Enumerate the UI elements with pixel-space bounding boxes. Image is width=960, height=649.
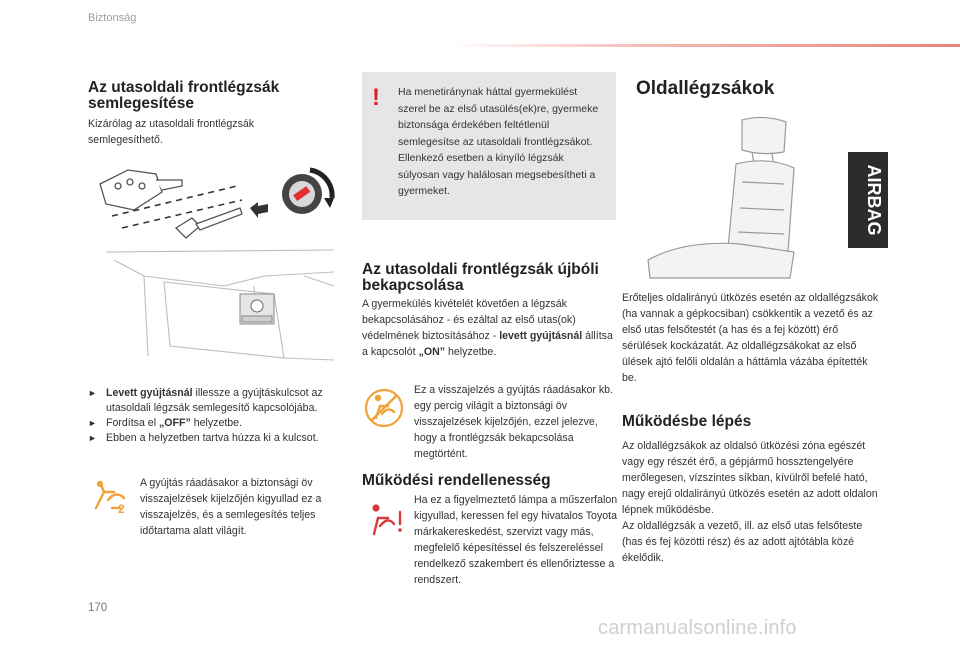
malfunction-title: Működési rendellenesség — [362, 472, 551, 489]
svg-text:2: 2 — [118, 502, 125, 516]
header-divider — [448, 44, 960, 47]
instruction-item-1 — [88, 386, 350, 416]
bullet-icon: ► — [88, 418, 97, 428]
bullet-2-bold: „OFF” — [159, 417, 191, 429]
seat-illustration — [644, 112, 884, 280]
malfunction-text: Ha ez a figyelmeztető lámpa a műszerfalon kigyullad, keressen fel egy hivatalos Toyota márkakereskedést, szervizt vagy más, megfelelő képesítéssel és felszereléssel rendelkező szakembert és ellenőriztesse a rendszert. — [414, 494, 618, 586]
glovebox-illustration — [104, 246, 340, 364]
bullet-1-text: illessze a gyújtáskulcsot az utasoldali légzsák semlegesítő kapcsolójába. — [106, 387, 323, 414]
airbag-label: AIRBAG — [864, 164, 884, 236]
instruction-item-3 — [88, 431, 350, 446]
bullet-2-text: helyzetbe. — [190, 417, 243, 429]
bullet-1-bold: Levett gyújtásnál — [106, 387, 193, 399]
section-label: Biztonság — [88, 12, 137, 24]
airbag-on-indicator-icon — [364, 388, 404, 428]
reactivation-title: Az utasoldali frontlégzsák újbóli bekapcsolása — [362, 261, 599, 294]
warning-box — [362, 72, 616, 220]
activation-title: Működésbe lépés — [622, 413, 752, 430]
instruction-list — [88, 386, 350, 446]
bullet-icon: ► — [88, 388, 97, 398]
side-airbags-intro: Erőteljes oldalirányú ütközés esetén az oldallégzsákok (ha vannak a gépkocsiban) csökkentik a vezető és az első utas felsőtestét (a has és a fej között) érő sérülések kockázatát. Az oldallégzsákokat az első ülések ajtó felőli oldalán a háttámla vázába építették be. — [622, 292, 879, 384]
instruction-item-2 — [88, 416, 350, 431]
warning-text: Ha menetiránynak háttal gyermekülést szerel be az első utasülés(ek)re, gyermeke biztonsága érdekében feltétlenül semlegesítse az utasoldali frontlégzsákot. Ellenkező esetben a kinyíló légzsák súlyosan vagy halálosan megsebesítheti a gyermeket. — [398, 86, 599, 197]
airbag-off-indicator-icon — [92, 478, 130, 514]
side-airbags-title: Oldallégzsákok — [636, 78, 775, 99]
bullet-2-pre: Fordítsa el — [106, 417, 159, 429]
warning-mark: ! — [372, 84, 380, 111]
deactivation-indicator-note: A gyújtás ráadásakor a biztonsági öv visszajelzések kijelzőjén kigyullad ez a visszajelzés, és a semlegesítés teljes időtartama alatt világít. — [140, 477, 322, 537]
watermark: carmanualsonline.info — [598, 617, 797, 639]
reactivation-text: A gyermekülés kivételét követően a légzsák bekapcsolásához - és ezáltal az első utas(ok) védelmének biztosításához - levett gyújtásnál állítsa a kapcsolót „ON” helyzetbe. — [362, 298, 613, 358]
deactivation-intro: Kizárólag az utasoldali frontlégzsák semlegesíthető. — [88, 118, 255, 146]
bullet-icon: ► — [88, 433, 97, 443]
reactivation-indicator-note: Ez a visszajelzés a gyújtás ráadásakor kb. egy percig világít a biztonsági öv visszajelzések kijelzőjén, ezzel jelezve, hogy a frontlégzsák bekapcsolása megtörtént. — [414, 384, 614, 460]
bullet-3-text: Ebben a helyzetben tartva húzza ki a kulcsot. — [106, 432, 319, 444]
deactivation-title: Az utasoldali frontlégzsák semlegesítése — [88, 79, 280, 112]
airbag-warning-icon — [366, 500, 406, 540]
activation-text: Az oldallégzsákok az oldalsó ütközési zóna egészét vagy egy részét érő, a gépjármű hossztengelyére merőlegesen, vízszintes síkban, kívülről befelé ható, nagy erejű oldalirányú ütközés esetén az adott oldalon lépnek működésbe. Az oldallégzsák a vezető, ill. az első utas felsőteste (has és fej közötti rész) és az adott ajtótábla közé ékelődik. — [622, 440, 878, 564]
key-switch-illustration — [92, 156, 342, 248]
page-number: 170 — [88, 602, 108, 614]
